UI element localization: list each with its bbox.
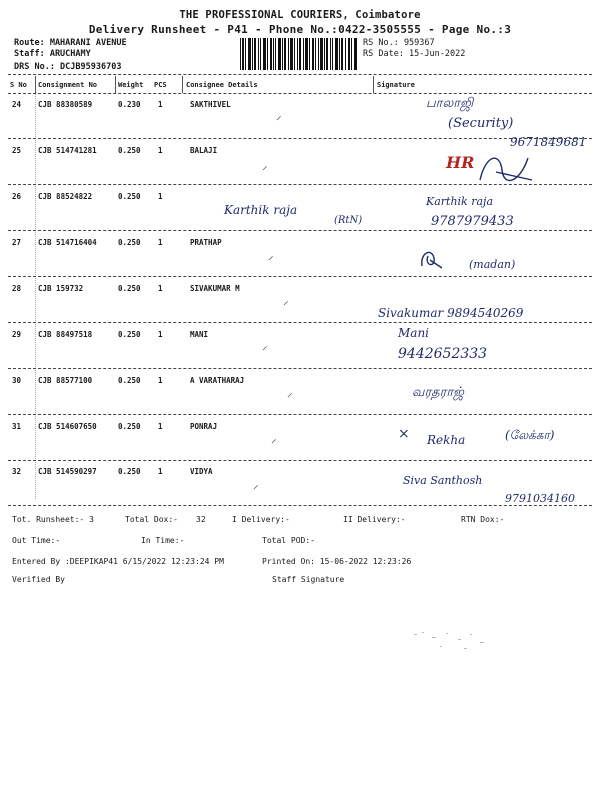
- scan-noise: [410, 628, 500, 658]
- check-mark-icon: ⸍: [283, 299, 289, 312]
- cell-consignee: PONRAJ: [190, 422, 218, 431]
- cell-consignment: CJB 159732: [38, 284, 84, 293]
- row-rule: [8, 414, 592, 415]
- check-mark-icon: ⸍: [268, 254, 274, 267]
- col-divider: [35, 76, 36, 93]
- cell-consignee: A VARATHARAJ: [190, 376, 245, 385]
- signature-scribble: [476, 150, 536, 186]
- row-rule: [8, 368, 592, 369]
- route-label: Route: MAHARANI AVENUE: [14, 38, 127, 48]
- barcode-image: [240, 38, 358, 70]
- total-dox-value: 32: [196, 515, 206, 524]
- cell-sno: 27: [12, 238, 22, 247]
- cell-weight: 0.250: [118, 192, 141, 201]
- cell-sno: 26: [12, 192, 22, 201]
- signature-text: Sivakumar 9894540269: [378, 306, 524, 320]
- cell-consignment: CJB 514607650: [38, 422, 97, 431]
- cell-sno: 28: [12, 284, 22, 293]
- cell-consignment: CJB 514590297: [38, 467, 97, 476]
- cell-consignment: CJB 88380589: [38, 100, 93, 109]
- signature-text: Karthik raja: [426, 195, 494, 208]
- signature-text: Mani: [398, 326, 430, 340]
- row-rule: [8, 322, 592, 323]
- table-header-rule: [8, 93, 592, 94]
- total-dox-label: Total Dox:-: [125, 515, 178, 524]
- col-divider: [115, 76, 116, 93]
- cell-consignment: CJB 514716404: [38, 238, 97, 247]
- col-header-sno: S No: [10, 81, 27, 89]
- cell-consignment: CJB 88497518: [38, 330, 93, 339]
- cell-sno: 30: [12, 376, 22, 385]
- row-rule: [8, 230, 592, 231]
- cell-pcs: 1: [158, 284, 163, 293]
- cell-consignee: MANI: [190, 330, 209, 339]
- cell-weight: 0.250: [118, 238, 141, 247]
- signature-text: (லேக்கா): [505, 428, 555, 442]
- signature-mark: ⨯: [398, 426, 410, 442]
- cell-sno: 31: [12, 422, 22, 431]
- cell-consignee: VIDYA: [190, 467, 213, 476]
- signature-text: (Security): [448, 116, 514, 131]
- signature-text: 9442652333: [398, 346, 488, 362]
- col-divider: [373, 76, 374, 93]
- cell-pcs: 1: [158, 467, 163, 476]
- col-divider: [35, 94, 36, 499]
- cell-consignee: SIVAKUMAR M: [190, 284, 240, 293]
- total-pod-label: Total POD:-: [262, 536, 315, 545]
- out-time-label: Out Time:-: [12, 536, 61, 545]
- cell-sno: 32: [12, 467, 22, 476]
- signature-scribble: [418, 246, 444, 272]
- drs-number: DRS No.: DCJB95936703: [14, 62, 122, 72]
- cell-pcs: 1: [158, 146, 163, 155]
- verified-by-label: Verified By: [12, 575, 65, 584]
- cell-consignment: CJB 88524822: [38, 192, 93, 201]
- col-header-signature: Signature: [377, 81, 415, 89]
- cell-pcs: 1: [158, 238, 163, 247]
- cell-weight: 0.250: [118, 422, 141, 431]
- cell-pcs: 1: [158, 330, 163, 339]
- cell-weight: 0.250: [118, 330, 141, 339]
- rs-number: RS No.: 959367: [363, 38, 435, 48]
- row-rule: [8, 505, 592, 506]
- cell-weight: 0.250: [118, 284, 141, 293]
- cell-consignment: CJB 88577100: [38, 376, 93, 385]
- col-header-weight: Weight: [118, 81, 144, 89]
- cell-consignee: SAKTHIVEL: [190, 100, 231, 109]
- row-rule: [8, 460, 592, 461]
- row-rule: [8, 276, 592, 277]
- signature-text: Siva Santhosh: [403, 474, 483, 487]
- cell-sno: 24: [12, 100, 22, 109]
- signature-text: வரதராஜ்: [412, 385, 464, 400]
- rtn-dox-label: RTN Dox:-: [461, 515, 505, 524]
- check-mark-icon: ⸍: [262, 164, 268, 177]
- staff-label: Staff: ARUCHAMY: [14, 49, 91, 59]
- ii-delivery-label: II Delivery:-: [343, 515, 406, 524]
- runsheet-subtitle: Delivery Runsheet - P41 - Phone No.:0422-3505555 - Page No.:3: [88, 23, 512, 36]
- col-divider: [182, 76, 183, 93]
- cell-weight: 0.250: [118, 146, 141, 155]
- cell-consignee: PRATHAP: [190, 238, 222, 247]
- col-header-consignment: Consignment No: [38, 81, 98, 89]
- check-mark-icon: ⸍: [287, 391, 293, 404]
- check-mark-icon: ⸍: [262, 344, 268, 357]
- signature-text: (madan): [469, 258, 516, 271]
- cell-pcs: 1: [158, 376, 163, 385]
- cell-pcs: 1: [158, 192, 163, 201]
- i-delivery-label: I Delivery:-: [232, 515, 290, 524]
- cell-sno: 29: [12, 330, 22, 339]
- signature-text: Karthik raja: [224, 203, 298, 217]
- printed-on: Printed On: 15-06-2022 12:23:26: [262, 557, 412, 566]
- signature-text: (RtN): [334, 215, 363, 226]
- check-mark-icon: ⸍: [276, 114, 282, 127]
- cell-weight: 0.250: [118, 467, 141, 476]
- signature-text: 9787979433: [431, 214, 514, 229]
- signature-text: பாலாஜி: [426, 96, 474, 111]
- check-mark-icon: ⸍: [253, 483, 259, 496]
- entered-by: Entered By :DEEPIKAP41 6/15/2022 12:23:24 PM: [12, 557, 224, 566]
- signature-text: 9671849681: [510, 135, 587, 149]
- signature-text: Rekha: [427, 433, 466, 447]
- cell-weight: 0.230: [118, 100, 141, 109]
- total-runsheet: Tot. Runsheet:- 3: [12, 515, 94, 524]
- cell-weight: 0.250: [118, 376, 141, 385]
- signature-text: 9791034160: [505, 492, 575, 505]
- rs-date: RS Date: 15-Jun-2022: [363, 49, 466, 59]
- cell-consignment: CJB 514741281: [38, 146, 97, 155]
- col-header-pcs: PCS: [154, 81, 167, 89]
- check-mark-icon: ⸍: [271, 437, 277, 450]
- cell-pcs: 1: [158, 422, 163, 431]
- cell-consignee: BALAJI: [190, 146, 218, 155]
- in-time-label: In Time:-: [141, 536, 185, 545]
- col-header-consignee: Consignee Details: [186, 81, 258, 89]
- staff-signature-label: Staff Signature: [272, 575, 345, 584]
- table-top-rule: [8, 74, 592, 75]
- row-rule: [8, 138, 592, 139]
- cell-sno: 25: [12, 146, 22, 155]
- signature-text: HR: [446, 153, 475, 172]
- cell-pcs: 1: [158, 100, 163, 109]
- company-title: THE PROFESSIONAL COURIERS, Coimbatore: [179, 9, 421, 21]
